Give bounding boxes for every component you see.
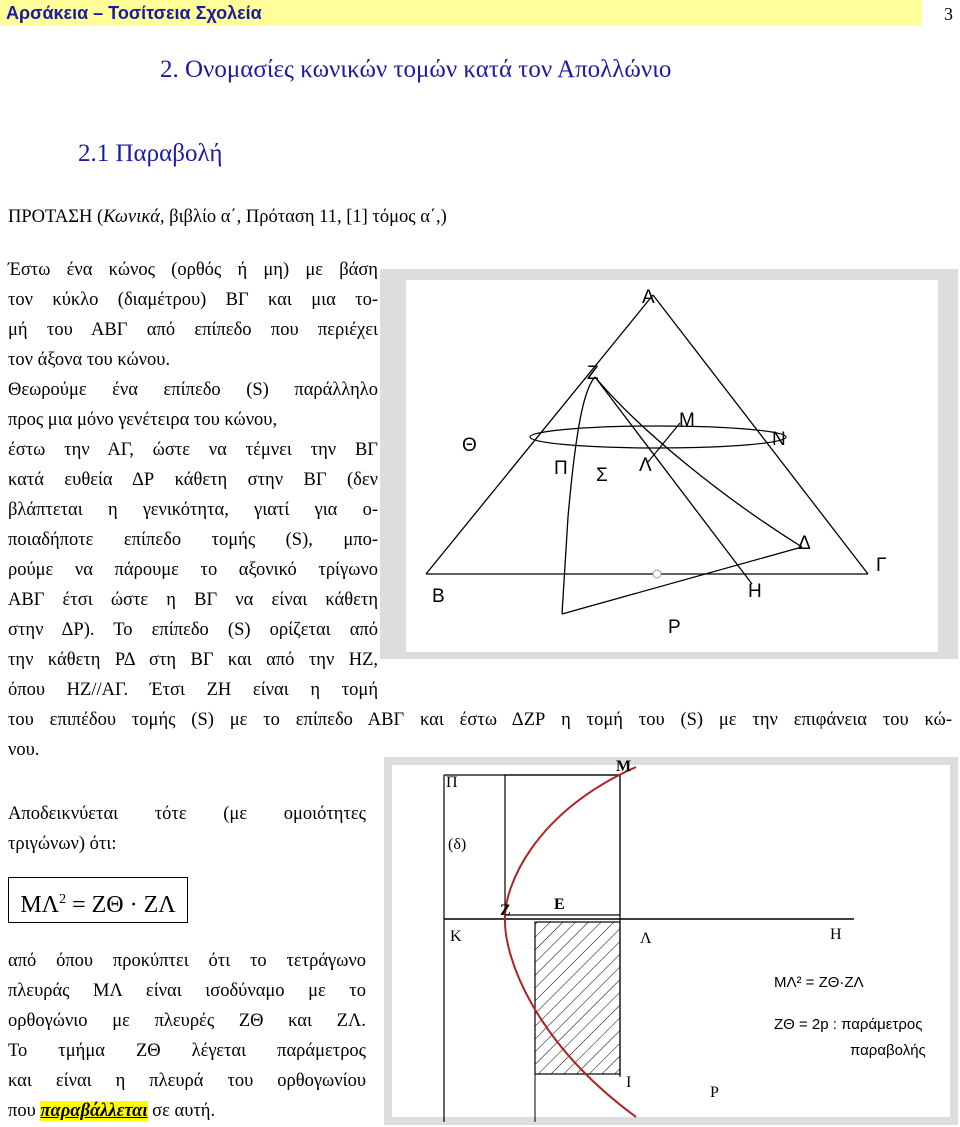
label-Lambda: Λ [640,930,652,947]
paragraph1-line: του επιπέδου τομής (S) με το επίπεδο ΑΒΓ και έστω ΔΖΡ η τομή του (S) με την επιφάνεια του κώ- [8,710,952,730]
paragraph2-line: πλευράς ΜΛ είναι ισοδύναμο με το [8,981,366,1001]
paragraph2-line: ορθογώνιο με πλευρές ΖΘ και ΖΛ. [8,1011,366,1031]
subsection-title: 2.1 Παραβολή [78,140,223,167]
section-title: 2. Ονομασίες κωνικών τομών κατά τον Απολλώνιο [160,56,672,83]
label-Delta: Δ [798,533,811,554]
hatched-rectangle [535,922,620,1074]
label-Theta: Θ [462,435,477,456]
paragraph1-line: Έστω ένα κώνος (ορθός ή μη) με βάση [8,260,378,280]
paragraph2-last-line [8,1096,215,1126]
paragraph1-line: ποιαδήποτε επίπεδο τομής (S), μπο- [8,530,378,550]
label-I: Ι [626,1074,632,1091]
formula-box [8,877,188,923]
label-B: Β [432,586,445,607]
label-P: Ρ [710,1084,719,1101]
header-title: Αρσάκεια – Τοσίτσεια Σχολεία [6,3,262,23]
paragraph1-line: στην ΔΡ). Το επίπεδο (S) ορίζεται από [8,620,378,640]
label-Sigma: Σ [596,465,608,486]
paragraph1-line: όπου ΗΖ//ΑΓ. Έτσι ΖΗ είναι η τομή [8,680,378,700]
label-N: Ν [772,429,786,450]
label-delta: (δ) [448,836,467,853]
paragraph1-line: τον άξονα του κώνου. [8,350,171,370]
label-H: Η [830,926,842,943]
label-H: Η [748,581,762,602]
label-Pi: Π [554,458,568,479]
last-prefix: που [8,1101,41,1121]
paragraph1-line: έστω την ΑΓ, ώστε να τέμνει την ΒΓ [8,440,378,460]
label-Gamma: Γ [876,555,887,576]
paragraph1-line: βλάπτεται η γενικότητα, γιατί για ο- [8,500,378,520]
label-A: Α [642,287,655,308]
label-M: Μ [616,758,632,775]
paragraph1-line: ΑΒΓ έτσι ώστε η ΒΓ να είναι κάθετη [8,590,378,610]
label-Pi: Π [446,774,458,791]
paragraph1-line: την κάθετη ΡΔ στη ΒΓ και από την ΗΖ, [8,650,378,670]
label-M: Μ [679,410,695,431]
paragraph1-line: τον κύκλο (διαμέτρου) ΒΓ και μια το- [8,290,378,310]
paragraph1-line: Θεωρούμε ένα επίπεδο (S) παράλληλο [8,380,378,400]
base-center-point [653,570,661,578]
paragraph1-line: κατά ευθεία ΔΡ κάθετη στην ΒΓ (δεν [8,470,378,490]
formula-left: ΜΛ [20,892,60,918]
label-P: Ρ [668,617,681,638]
label-Z: Ζ [500,902,511,919]
formula-right: = ΖΘ · ΖΛ [66,892,176,918]
paragraph1-line: προς μια μόνο γενέτειρα του κώνου, [8,410,278,430]
paragraph2-line: από όπου προκύπτει ότι το τετράγωνο [8,951,366,971]
paragraph1-line: νου. [8,740,40,760]
cone-figure [380,269,958,659]
paragraph2-line: Το τμήμα ΖΘ λέγεται παράμετρος [8,1041,366,1061]
figure2-formula1: ΜΛ² = ΖΘ·ΖΛ [774,974,864,991]
proposition-prefix: ΠΡΟΤΑΣΗ ( [8,207,104,227]
page-header [0,0,922,26]
paragraph2-line: και είναι η πλευρά του ορθογωνίου [8,1071,366,1091]
label-Z: Ζ [587,363,599,384]
paragraph2-line2: τριγώνων) ότι: [8,834,117,854]
proposition-italic: Κωνικά, [103,207,165,227]
paragraph2-line1: Αποδεικνύεται τότε (με ομοιότητες [8,804,366,824]
label-Lambda: Λ [639,455,652,476]
page-number: 3 [944,4,953,24]
figure2-formula3: παραβολής [850,1042,926,1059]
parabola-figure-canvas [392,765,950,1117]
figure2-formula2: ΖΘ = 2p : παράμετρος [774,1016,923,1033]
paragraph1-line: ρούμε να πάρουμε το αξονικό τρίγωνο [8,560,378,580]
parabola-figure [384,757,958,1125]
last-suffix: σε αυτή. [147,1101,216,1121]
paragraph1-line: μή του ΑΒΓ από επίπεδο που περιέχει [8,320,378,340]
proposition-suffix: βιβλίο α΄, Πρόταση 11, [1] τόμος α΄,) [164,207,447,227]
cone-figure-canvas [406,280,938,652]
label-K: Κ [450,928,462,945]
highlighted-term: παραβάλλεται [40,1101,148,1121]
proposition-line [8,202,447,232]
label-E: Ε [554,896,565,913]
formula-exponent: 2 [59,892,67,907]
